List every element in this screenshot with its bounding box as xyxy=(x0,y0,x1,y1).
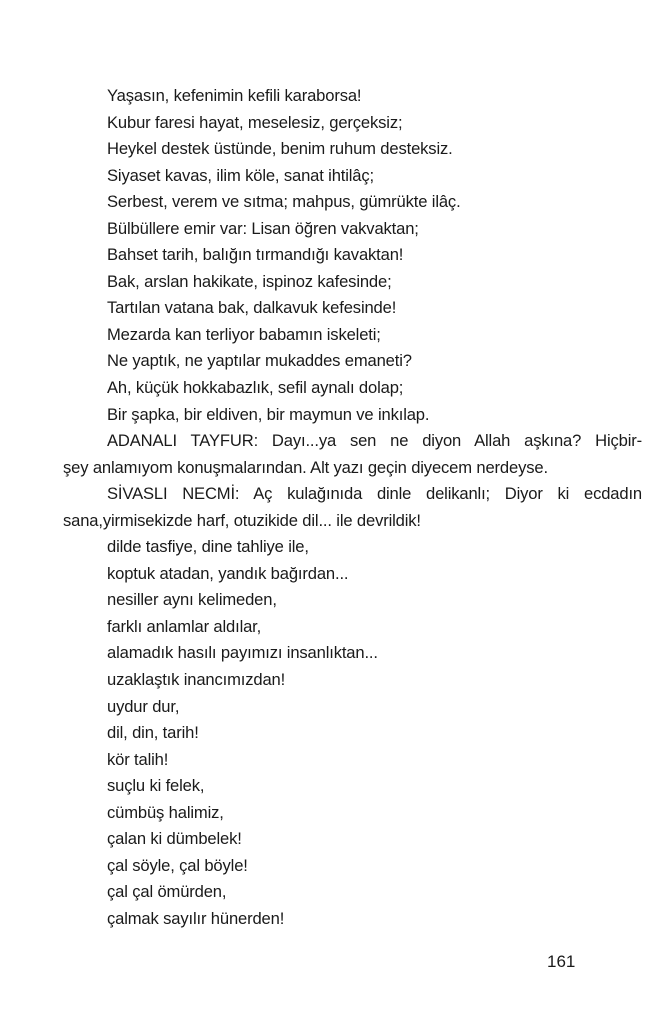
verse-line: alamadık hasılı payımızı insanlıktan... xyxy=(107,643,378,663)
dialogue-line-sivasli-necmi: SİVASLI NECMİ: Aç kulağınıda dinle delikanlı; Diyor ki ecdadın xyxy=(107,484,642,504)
verse-line: koptuk atadan, yandık bağırdan... xyxy=(107,563,349,583)
page-body-text xyxy=(63,83,642,933)
verse-line: çalan ki dümbelek! xyxy=(107,829,242,849)
verse-line: uzaklaştık inancımızdan! xyxy=(107,670,286,690)
verse-line: nesiller aynı kelimeden, xyxy=(107,590,277,610)
verse-line: çal çal ömürden, xyxy=(107,882,227,902)
verse-line: kör talih! xyxy=(107,749,169,769)
verse-line: Bak, arslan hakikate, ispinoz kafesinde; xyxy=(107,271,392,291)
verse-line: Yaşasın, kefenimin kefili karaborsa! xyxy=(107,86,362,105)
verse-line: çalmak sayılır hünerden! xyxy=(107,908,285,928)
dialogue-continuation: şey anlamıyom konuşmalarından. Alt yazı geçin diyecem nerdeyse. xyxy=(63,457,548,477)
verse-line: Heykel destek üstünde, benim ruhum desteksiz. xyxy=(107,139,453,159)
verse-line: uydur dur, xyxy=(107,696,180,716)
verse-line: Serbest, verem ve sıtma; mahpus, gümrükte ilâç. xyxy=(107,192,461,212)
verse-line: Siyaset kavas, ilim köle, sanat ihtilâç; xyxy=(107,165,374,185)
verse-line: Tartılan vatana bak, dalkavuk kefesinde! xyxy=(107,298,397,318)
verse-line: dilde tasfiye, dine tahliye ile, xyxy=(107,537,309,557)
verse-line: dil, din, tarih! xyxy=(107,723,199,743)
verse-line: Bir şapka, bir eldiven, bir maymun ve inkılap. xyxy=(107,404,430,424)
verse-line: farklı anlamlar aldılar, xyxy=(107,616,262,636)
verse-line: suçlu ki felek, xyxy=(107,776,205,796)
verse-line: Ne yaptık, ne yaptılar mukaddes emaneti? xyxy=(107,351,412,371)
verse-line: Kubur faresi hayat, meselesiz, gerçeksiz; xyxy=(107,112,403,132)
verse-line: Bülbüllere emir var: Lisan öğren vakvaktan; xyxy=(107,218,419,238)
dialogue-continuation: sana,yirmisekizde harf, otuzikide dil... ile devrildik! xyxy=(63,510,421,530)
verse-line: Mezarda kan terliyor babamın iskeleti; xyxy=(107,324,381,344)
page-number: 161 xyxy=(547,952,576,971)
verse-line: çal söyle, çal böyle! xyxy=(107,855,248,875)
verse-line: cümbüş halimiz, xyxy=(107,802,224,822)
dialogue-line-adanali-tayfur: ADANALI TAYFUR: Dayı...ya sen ne diyon Allah aşkına? Hiçbir- xyxy=(107,431,642,451)
verse-line: Bahset tarih, balığın tırmandığı kavaktan! xyxy=(107,245,404,265)
verse-line: Ah, küçük hokkabazlık, sefil aynalı dolap; xyxy=(107,378,404,398)
